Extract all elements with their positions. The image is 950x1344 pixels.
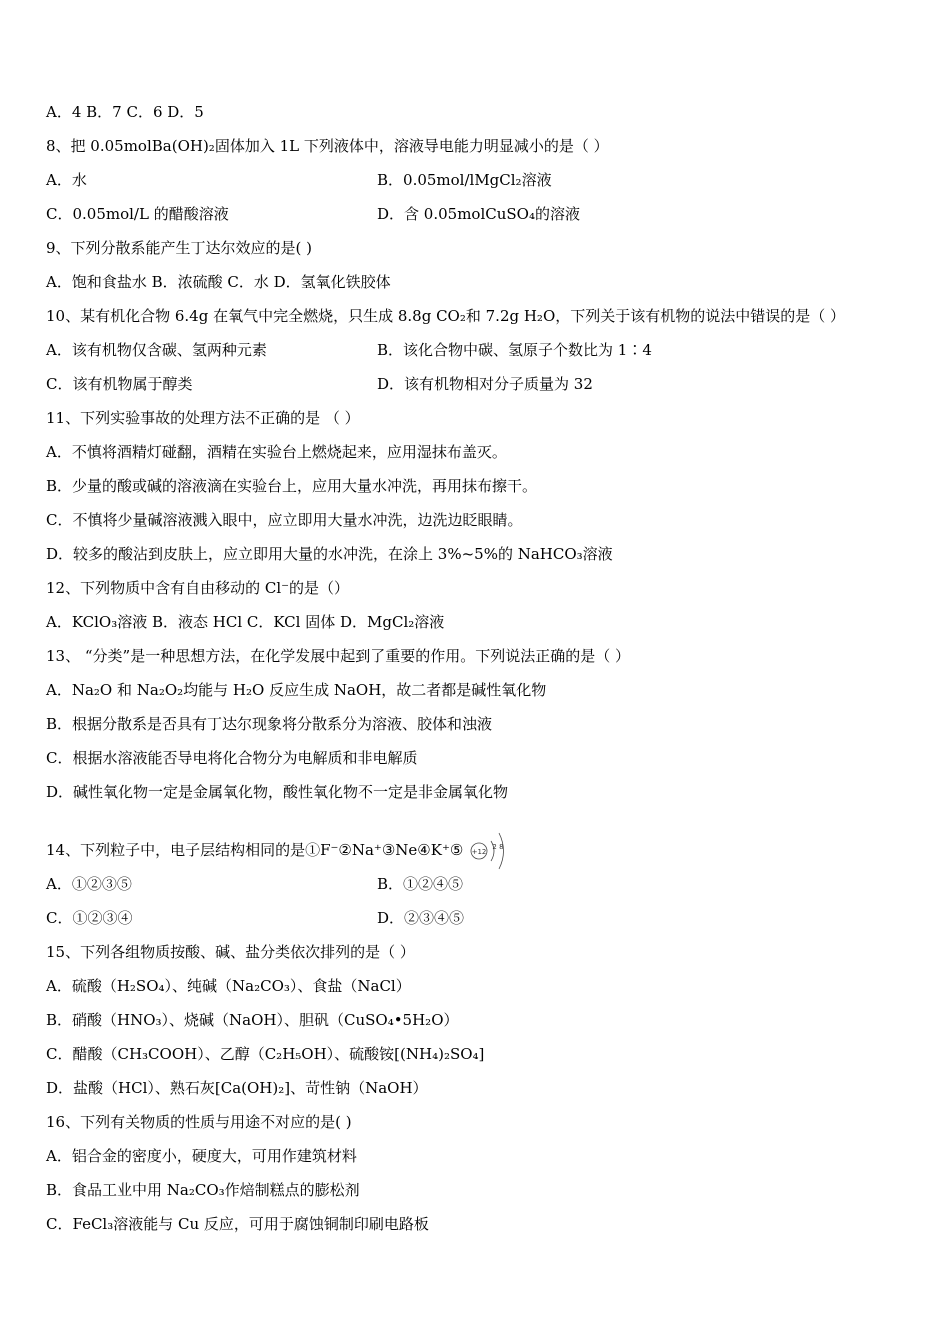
q14-options-row2	[46, 908, 465, 928]
q8-stem: 8、把 0.05molBa(OH)₂固体加入 1L 下列液体中，溶液导电能力明显减小的是（ ）	[46, 137, 609, 155]
q11-option-a: A．不慎将酒精灯碰翻，酒精在实验台上燃烧起来，应用湿抹布盖灭。	[46, 443, 507, 461]
q14-option-b: B．①②④⑤	[377, 875, 464, 893]
q16-stem: 16、下列有关物质的性质与用途不对应的是( )	[46, 1113, 352, 1131]
q14-stem-row	[46, 828, 510, 874]
q9-options: A．饱和食盐水 B．浓硫酸 C．水 D．氢氧化铁胶体	[46, 273, 391, 291]
q12-stem: 12、下列物质中含有自由移动的 Cl⁻的是（）	[46, 579, 350, 597]
q12-options: A．KClO₃溶液 B．液态 HCl C．KCl 固体 D．MgCl₂溶液	[46, 613, 445, 631]
q13-option-b: B．根据分散系是否具有丁达尔现象将分散系分为溶液、胶体和浊液	[46, 715, 493, 733]
q13-option-a: A．Na₂O 和 Na₂O₂均能与 H₂O 反应生成 NaOH，故二者都是碱性氧化物	[46, 681, 547, 699]
q8-option-d: D．含 0.05molCuSO₄的溶液	[377, 205, 580, 223]
q11-stem: 11、下列实验事故的处理方法不正确的是 （ ）	[46, 409, 360, 427]
q15-option-b: B．硝酸（HNO₃）、烧碱（NaOH）、胆矾（CuSO₄•5H₂O）	[46, 1011, 459, 1029]
q16-option-a: A．铝合金的密度小，硬度大，可用作建筑材料	[46, 1147, 357, 1165]
q11-option-b: B．少量的酸或碱的溶液滴在实验台上，应用大量水冲洗，再用抹布擦干。	[46, 477, 538, 495]
q16-option-c: C．FeCl₃溶液能与 Cu 反应，可用于腐蚀铜制印刷电路板	[46, 1215, 429, 1233]
q16-option-b: B．食品工业中用 Na₂CO₃作焙制糕点的膨松剂	[46, 1181, 360, 1199]
q15-option-d: D．盐酸（HCl）、熟石灰[Ca(OH)₂]、苛性钠（NaOH）	[46, 1079, 428, 1097]
q10-options-row2	[46, 374, 593, 394]
q8-options-row2	[46, 204, 580, 224]
shell-label: 2 8	[492, 843, 504, 851]
q8-options-row1	[46, 170, 552, 190]
q10-stem: 10、某有机化合物 6.4g 在氧气中完全燃烧，只生成 8.8g CO₂和 7.2g H₂O，下列关于该有机物的说法中错误的是（ ）	[46, 307, 846, 325]
q10-option-d: D．该有机物相对分子质量为 32	[377, 375, 593, 393]
q14-option-c: C．①②③④	[46, 909, 133, 927]
q13-option-d: D．碱性氧化物一定是金属氧化物，酸性氧化物不一定是非金属氧化物	[46, 783, 509, 801]
q13-stem: 13、 “分类”是一种思想方法，在化学发展中起到了重要的作用。下列说法正确的是（ ）	[46, 647, 630, 665]
q13-option-c: C．根据水溶液能否导电将化合物分为电解质和非电解质	[46, 749, 418, 767]
q10-option-b: B．该化合物中碳、氢原子个数比为 1∶4	[377, 341, 652, 359]
q8-option-b: B．0.05mol/lMgCl₂溶液	[377, 171, 552, 189]
q15-option-a: A．硫酸（H₂SO₄）、纯碱（Na₂CO₃）、食盐（NaCl）	[46, 977, 411, 995]
q8-option-c: C．0.05mol/L 的醋酸溶液	[46, 205, 229, 223]
q10-option-a: A．该有机物仅含碳、氢两种元素	[46, 341, 267, 359]
q15-option-c: C．醋酸（CH₃COOH）、乙醇（C₂H₅OH）、硫酸铵[(NH₄)₂SO₄]	[46, 1045, 485, 1063]
q11-option-d: D．较多的酸沾到皮肤上，应立即用大量的水冲洗，在涂上 3%~5%的 NaHCO₃溶液	[46, 545, 613, 563]
q10-options-row1	[46, 340, 652, 360]
atom-structure-icon	[470, 828, 510, 874]
q14-option-a: A．①②③⑤	[46, 875, 132, 893]
q10-option-c: C．该有机物属于醇类	[46, 375, 193, 393]
q14-option-d: D．②③④⑤	[377, 909, 465, 927]
q11-option-c: C．不慎将少量碱溶液溅入眼中，应立即用大量水冲洗，边洗边眨眼睛。	[46, 511, 523, 529]
q14-options-row1	[46, 874, 464, 894]
q9-stem: 9、下列分散系能产生丁达尔效应的是( )	[46, 239, 313, 257]
q14-stem: 14、下列粒子中，电子层结构相同的是①F⁻②Na⁺③Ne④K⁺⑤	[46, 841, 464, 859]
nucleus-label: +12	[471, 848, 487, 856]
q15-stem: 15、下列各组物质按酸、碱、盐分类依次排列的是（ ）	[46, 943, 415, 961]
q7-options: A．4 B．7 C．6 D．5	[46, 103, 204, 121]
q8-option-a: A．水	[46, 171, 87, 189]
